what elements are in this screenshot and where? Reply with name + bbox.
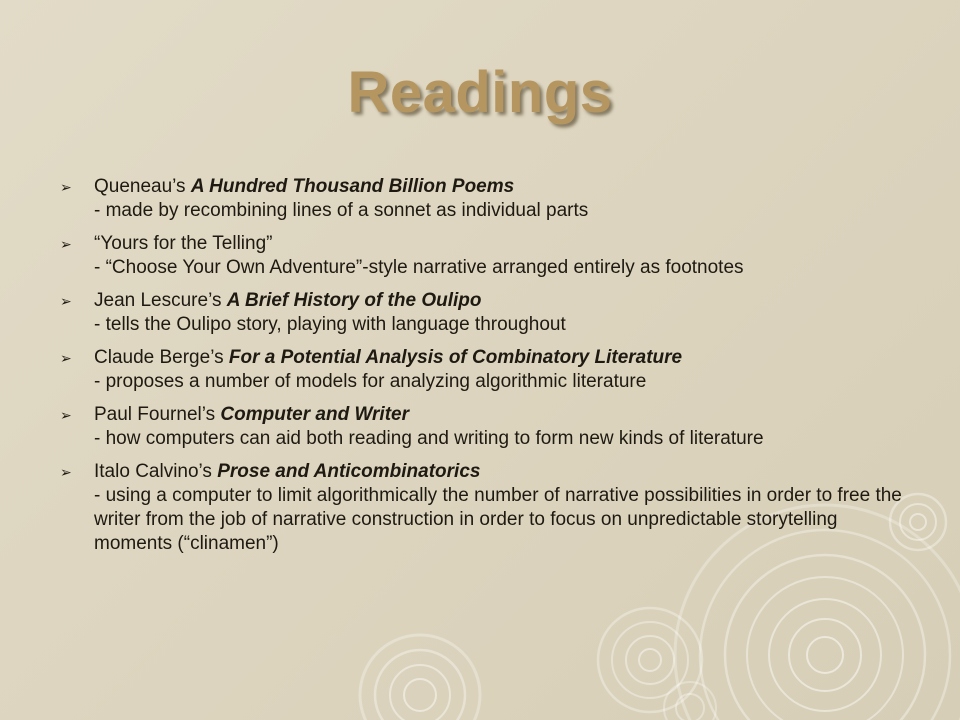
- reading-author: “Yours for the Telling”: [94, 233, 273, 254]
- reading-item-queneau: [60, 175, 920, 223]
- reading-heading: [94, 232, 920, 256]
- reading-item-lescure: [60, 289, 920, 337]
- arrow-bullet-icon: ➢: [60, 407, 72, 423]
- reading-work-title: A Brief History of the Oulipo: [226, 290, 482, 311]
- readings-list: [60, 175, 920, 565]
- reading-heading: [94, 460, 920, 484]
- arrow-bullet-icon: ➢: [60, 350, 72, 366]
- arrow-bullet-icon: ➢: [60, 236, 72, 252]
- reading-item-fournel: [60, 403, 920, 451]
- reading-heading: [94, 346, 920, 370]
- reading-description: - tells the Oulipo story, playing with language throughout: [94, 314, 566, 335]
- reading-description: - how computers can aid both reading and writing to form new kinds of literature: [94, 428, 764, 449]
- reading-heading: [94, 403, 920, 427]
- reading-item-yours-for-the-telling: [60, 232, 920, 280]
- reading-description: - proposes a number of models for analyzing algorithmic literature: [94, 371, 647, 392]
- reading-description: - using a computer to limit algorithmically the number of narrative possibilities in order to free the writer from the job of narrative construction in order to focus on unpredictable storytelling moments (“clinamen”): [94, 485, 902, 554]
- reading-heading: [94, 289, 920, 313]
- reading-work-title: Computer and Writer: [220, 404, 409, 425]
- reading-work-title: For a Potential Analysis of Combinatory Literature: [228, 347, 683, 368]
- reading-description: - made by recombining lines of a sonnet as individual parts: [94, 200, 589, 221]
- reading-work-title: Prose and Anticombinatorics: [217, 461, 481, 482]
- reading-author: Paul Fournel’s: [94, 404, 221, 425]
- arrow-bullet-icon: ➢: [60, 293, 72, 309]
- slide-title: Readings: [347, 60, 613, 125]
- reading-heading: [94, 175, 920, 199]
- reading-author: Jean Lescure’s: [94, 290, 227, 311]
- reading-author: Italo Calvino’s: [94, 461, 218, 482]
- reading-work-title: A Hundred Thousand Billion Poems: [190, 176, 515, 197]
- arrow-bullet-icon: ➢: [60, 464, 72, 480]
- reading-author: Queneau’s: [94, 176, 191, 197]
- reading-item-berge: [60, 346, 920, 394]
- reading-description: - “Choose Your Own Adventure”-style narrative arranged entirely as footnotes: [94, 257, 744, 278]
- arrow-bullet-icon: ➢: [60, 179, 72, 195]
- reading-item-calvino: [60, 460, 920, 556]
- reading-author: Claude Berge’s: [94, 347, 229, 368]
